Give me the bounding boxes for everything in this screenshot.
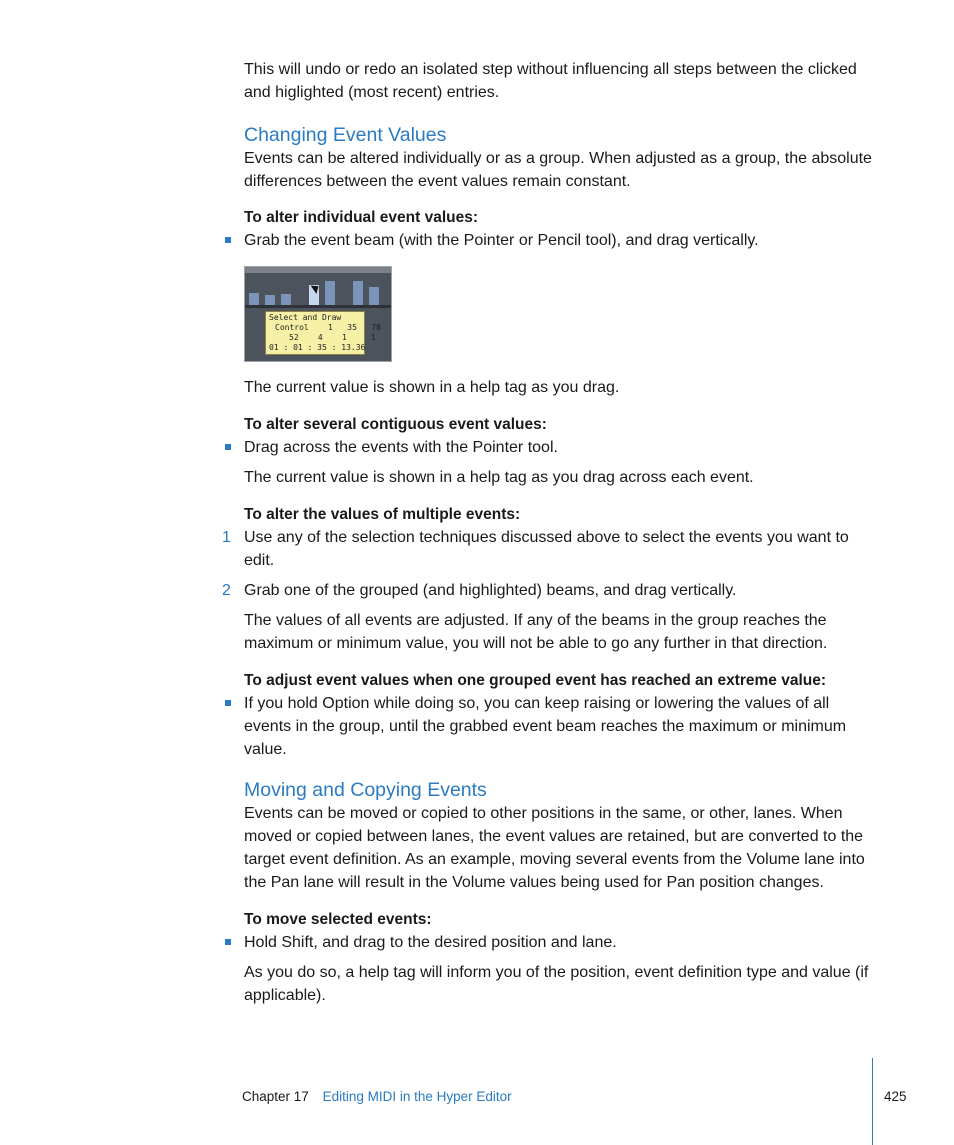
section2-paragraph: Events can be moved or copied to other positions in the same, or other, lanes. When moved or copied between lanes, the event values are retained, but are converted to the target event definition. As an example, moving several events from the Volume lane into the Pan lane will result in the Volume values being used for Pan position changes. xyxy=(244,805,865,891)
note-paragraph: As you do so, a help tag will inform you of the position, event definition type and value (if applicable). xyxy=(244,964,869,1004)
bullet-icon xyxy=(225,444,231,450)
task-title-contiguous: To alter several contiguous event values: xyxy=(244,416,547,433)
list-item xyxy=(244,931,872,954)
bullet-text: Hold Shift, and drag to the desired position and lane. xyxy=(244,934,617,951)
step-number: 1 xyxy=(222,529,231,546)
step-text: Grab one of the grouped (and highlighted) beams, and drag vertically. xyxy=(244,582,737,599)
hyper-editor-screenshot xyxy=(244,266,392,362)
footer-chapter: Chapter 17 xyxy=(242,1089,309,1104)
footer-chapter-title: Editing MIDI in the Hyper Editor xyxy=(322,1089,512,1104)
section1-paragraph: Events can be altered individually or as a group. When adjusted as a group, the absolute differences between the event values remain constant. xyxy=(244,150,872,190)
intro-paragraph: This will undo or redo an isolated step without influencing all steps between the clicked and higlighted (most recent) entries. xyxy=(244,61,857,101)
event-beam xyxy=(353,281,363,305)
bullet-text: If you hold Option while doing so, you can keep raising or lowering the values of all events in the group, until the grabbed event beam reaches the maximum or minimum value. xyxy=(244,695,847,758)
lane-divider xyxy=(245,305,391,308)
event-beam xyxy=(325,281,335,305)
note-paragraph: The current value is shown in a help tag as you drag across each event. xyxy=(244,469,754,486)
page-content xyxy=(222,58,872,1007)
list-item xyxy=(222,526,872,572)
help-tag-line: 52 4 1 1 xyxy=(289,333,376,342)
event-beam xyxy=(265,295,275,305)
list-item xyxy=(244,229,872,252)
page-number: 425 xyxy=(884,1089,907,1104)
event-beam xyxy=(249,293,259,305)
step-text: Use any of the selection techniques discussed above to select the events you want to edit. xyxy=(244,529,849,569)
help-tag-line: Control 1 35 78 xyxy=(275,323,381,332)
note-paragraph: The values of all events are adjusted. If any of the beams in the group reaches the maximum or minimum value, you will not be able to go any further in that direction. xyxy=(244,612,828,652)
screenshot-header-strip xyxy=(245,267,391,273)
list-item xyxy=(244,692,872,761)
task-title-extreme: To adjust event values when one grouped event has reached an extreme value: xyxy=(244,672,827,689)
bullet-text: Grab the event beam (with the Pointer or Pencil tool), and drag vertically. xyxy=(244,232,759,249)
event-beam xyxy=(369,287,379,305)
section-heading-moving-copying: Moving and Copying Events xyxy=(244,779,487,801)
bullet-icon xyxy=(225,237,231,243)
note-paragraph: The current value is shown in a help tag as you drag. xyxy=(244,379,620,396)
task-title-individual: To alter individual event values: xyxy=(244,209,478,226)
help-tag-line: Select and Draw xyxy=(269,313,342,322)
task-title-multiple: To alter the values of multiple events: xyxy=(244,506,521,523)
list-item xyxy=(244,436,872,459)
step-number: 2 xyxy=(222,582,231,599)
footer-divider xyxy=(872,1058,873,1145)
bullet-icon xyxy=(225,939,231,945)
section-heading-changing-event-values: Changing Event Values xyxy=(244,124,447,146)
bullet-icon xyxy=(225,700,231,706)
bullet-text: Drag across the events with the Pointer tool. xyxy=(244,439,558,456)
list-item xyxy=(222,579,872,602)
event-beam xyxy=(281,294,291,305)
help-tag-line: 01 : 01 : 35 : 13.36 xyxy=(269,343,366,352)
task-title-move: To move selected events: xyxy=(244,911,432,928)
help-tag xyxy=(265,311,381,355)
page-footer xyxy=(242,1088,512,1106)
